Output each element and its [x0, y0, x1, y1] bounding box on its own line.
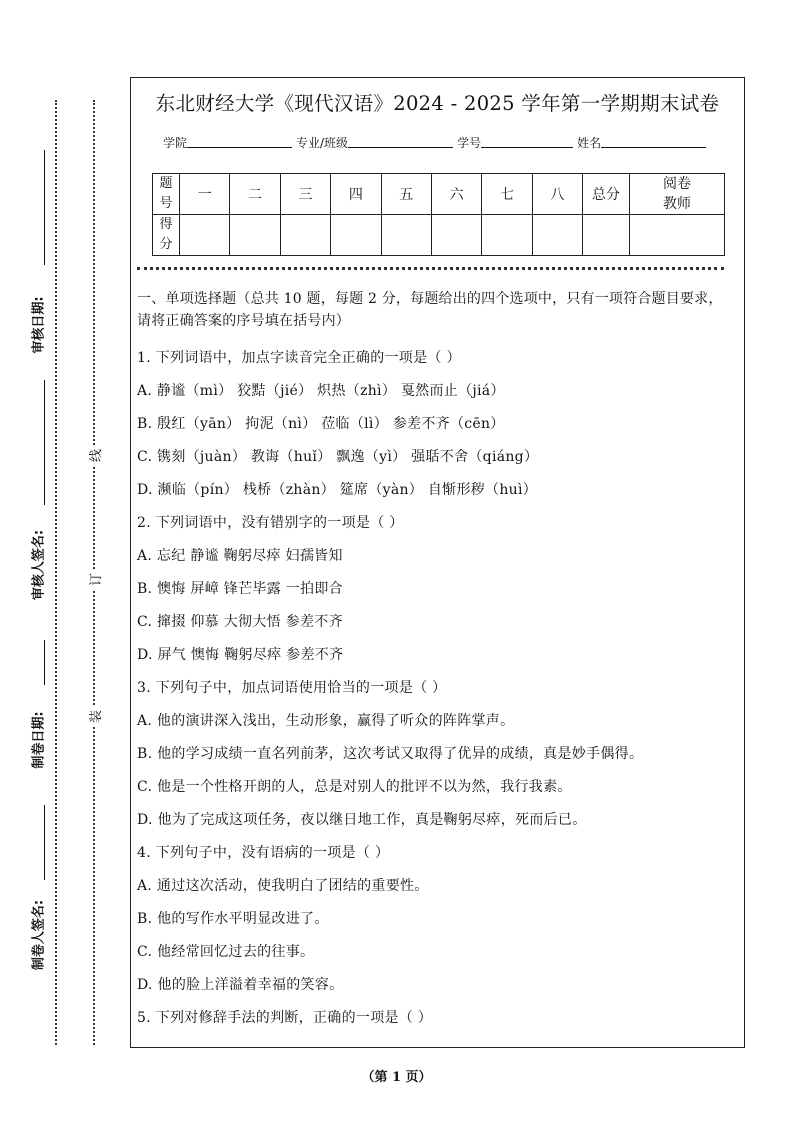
score-table-score-row	[153, 215, 725, 256]
binding-char-line: 线	[85, 446, 105, 466]
major-class-field[interactable]	[348, 134, 453, 148]
col-6: 六	[431, 174, 481, 215]
col-7: 七	[482, 174, 532, 215]
dotted-separator	[137, 267, 724, 270]
q3-option-c: C. 他是一个性格开朗的人，总是对别人的批评不以为然，我行我素。	[137, 779, 572, 795]
col-2: 二	[230, 174, 280, 215]
q1-option-c: C. 镌刻（juàn） 教诲（huǐ） 飘逸（yì） 强聒不舍（qiáng）	[137, 449, 539, 465]
q4-option-a: A. 通过这次活动，使我明白了团结的重要性。	[137, 878, 429, 894]
col-1: 一	[180, 174, 230, 215]
q2-option-c: C. 撺掇 仰慕 大彻大悟 参差不齐	[137, 614, 343, 630]
score-cell-3[interactable]	[280, 215, 330, 256]
question-4: 4. 下列句子中，没有语病的一项是（ ）	[137, 845, 390, 861]
section-heading: 一、单项选择题（总共 10 题，每题 2 分，每题给出的四个选项中，只有一项符合题目要求，请将正确答案的序号填在括号内）	[137, 291, 723, 329]
col-3: 三	[280, 174, 330, 215]
q2-option-b: B. 懊悔 屏嶂 锋芒毕露 一拍即合	[137, 581, 343, 597]
score-cell-4[interactable]	[331, 215, 381, 256]
make-date-label: 制卷日期:	[31, 711, 47, 769]
question-number-head: 题 号	[153, 174, 180, 215]
q1-option-d: D. 濒临（pín） 栈桥（zhàn） 筵席（yàn） 自惭形秽（huì）	[137, 482, 538, 498]
score-cell-5[interactable]	[381, 215, 431, 256]
make-date-line	[44, 640, 45, 685]
question-content	[137, 288, 730, 1035]
col-8: 八	[532, 174, 582, 215]
question-1: 1. 下列词语中，加点字读音完全正确的一项是（ ）	[137, 350, 461, 366]
q2-option-a: A. 忘纪 静谧 鞠躬尽瘁 妇孺皆知	[137, 548, 343, 564]
q2-option-d: D. 屏气 懊悔 鞠躬尽瘁 参差不齐	[137, 647, 344, 663]
question-2: 2. 下列词语中，没有错别字的一项是（ ）	[137, 515, 404, 531]
question-5: 5. 下列对修辞手法的判断，正确的一项是（ ）	[137, 1010, 433, 1026]
score-cell-6[interactable]	[431, 215, 481, 256]
exam-title: 东北财经大学《现代汉语》2024 - 2025 学年第一学期期末试卷	[155, 92, 720, 115]
reviewer-signature-line	[44, 380, 45, 505]
score-cell-1[interactable]	[180, 215, 230, 256]
score-cell-grader[interactable]	[630, 215, 725, 256]
grader-head: 阅卷 教师	[630, 174, 725, 215]
q4-option-d: D. 他的脸上洋溢着幸福的笑容。	[137, 977, 344, 993]
col-4: 四	[331, 174, 381, 215]
maker-signature-label: 制卷人签名:	[31, 899, 47, 971]
score-cell-8[interactable]	[532, 215, 582, 256]
binding-dotted-line-outer	[55, 100, 57, 1045]
q3-option-d: D. 他为了完成这项任务，夜以继日地工作，真是鞠躬尽瘁，死而后已。	[137, 812, 587, 828]
binding-char-staple: 订	[85, 570, 105, 590]
q4-option-c: C. 他经常回忆过去的往事。	[137, 944, 315, 960]
review-date-line	[44, 150, 45, 265]
page-number: （第 1 页）	[361, 1070, 432, 1085]
score-cell-7[interactable]	[482, 215, 532, 256]
score-table	[152, 173, 725, 256]
review-date-label: 审核日期:	[31, 296, 47, 354]
q3-option-b: B. 他的学习成绩一直名列前茅，这次考试又取得了优异的成绩，真是妙手偶得。	[137, 746, 644, 762]
student-id-label: 学号	[457, 136, 482, 150]
binding-char-bind: 装	[85, 707, 105, 727]
q1-option-b: B. 殷红（yān） 拘泥（nì） 莅临（lì） 参差不齐（cēn）	[137, 416, 505, 432]
major-class-label: 专业/班级	[296, 136, 349, 150]
col-5: 五	[381, 174, 431, 215]
student-info-row	[163, 134, 710, 151]
maker-signature-line	[44, 805, 45, 880]
q3-option-a: A. 他的演讲深入浅出，生动形象，赢得了听众的阵阵掌声。	[137, 713, 515, 729]
college-label: 学院	[163, 136, 188, 150]
score-cell-2[interactable]	[230, 215, 280, 256]
name-field[interactable]	[601, 134, 706, 148]
q1-option-a: A. 静谧（mì） 狡黠（jié） 炽热（zhì） 戛然而止（jiá）	[137, 383, 505, 399]
name-label: 姓名	[577, 136, 602, 150]
reviewer-signature-label: 审核人签名:	[31, 529, 47, 601]
col-total: 总分	[583, 174, 630, 215]
score-head: 得 分	[153, 215, 180, 256]
exam-frame	[130, 77, 745, 1048]
college-field[interactable]	[187, 134, 292, 148]
question-3: 3. 下列句子中，加点词语使用恰当的一项是（ ）	[137, 680, 447, 696]
score-cell-total[interactable]	[583, 215, 630, 256]
q4-option-b: B. 他的写作水平明显改进了。	[137, 911, 329, 927]
student-id-field[interactable]	[481, 134, 573, 148]
score-table-header-row	[153, 174, 725, 215]
